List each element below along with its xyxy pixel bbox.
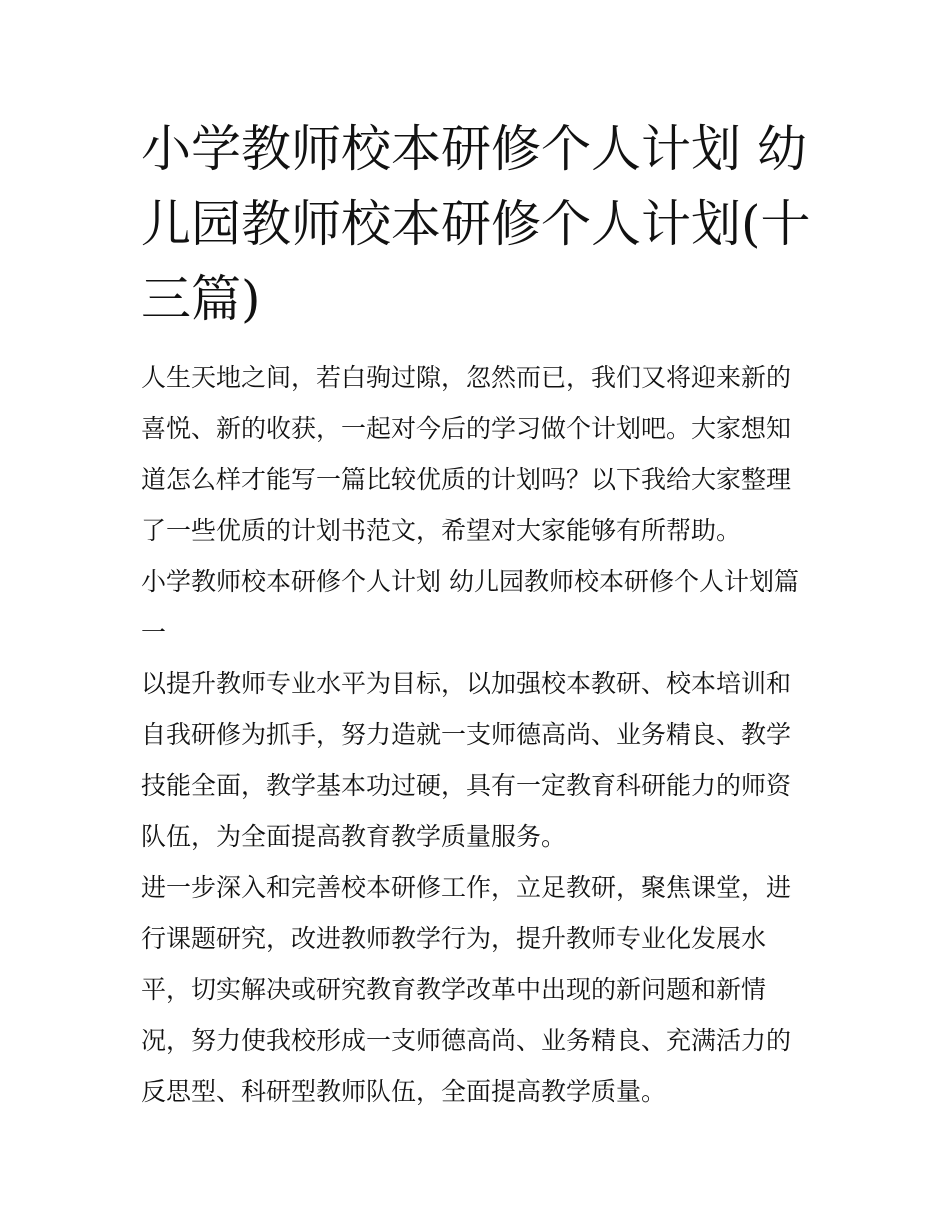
document-content — [141, 112, 813, 1117]
intro-paragraph: 人生天地之间，若白驹过隙，忽然而已，我们又将迎来新的喜悦、新的收获，一起对今后的学习做个计划吧。大家想知道怎么样才能写一篇比较优质的计划吗？以下我给大家整理了一些优质的计划书范文，希望对大家能够有所帮助。 — [141, 363, 792, 545]
body-paragraph-2: 进一步深入和完善校本研修工作，立足教研，聚焦课堂，进行课题研究，改进教师教学行为，提升教师专业化发展水平，切实解决或研究教育教学改革中出现的新问题和新情况，努力使我校形成一支师德高尚、业务精良、充满活力的反思型、科研型教师队伍，全面提高教学质量。 — [141, 873, 792, 1106]
section-heading: 小学教师校本研修个人计划 幼儿园教师校本研修个人计划篇一 — [141, 567, 799, 647]
body-paragraph-1: 以提升教师专业水平为目标，以加强校本教研、校本培训和自我研修为抓手，努力造就一支师德高尚、业务精良、教学技能全面，教学基本功过硬，具有一定教育科研能力的师资队伍，为全面提高教育教学质量服务。 — [141, 669, 792, 851]
document-title: 小学教师校本研修个人计划 幼儿园教师校本研修个人计划(十三篇) — [141, 120, 811, 328]
